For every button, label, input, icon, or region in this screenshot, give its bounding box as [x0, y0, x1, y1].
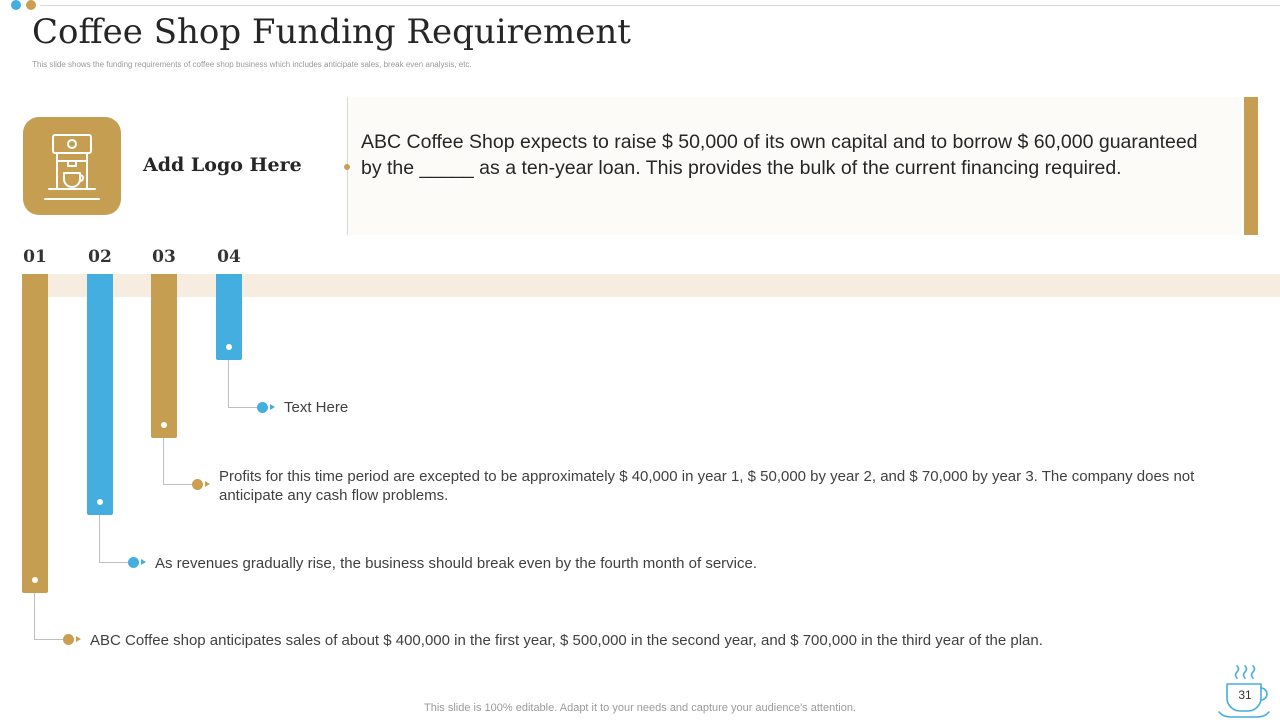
- connector-line-03: [163, 438, 164, 485]
- connector-line-02: [99, 515, 100, 563]
- accent-bar: [1244, 97, 1258, 235]
- step-text-01: ABC Coffee shop anticipates sales of about $ 400,000 in the first year, $ 500,000 in the second year, and $ 700,000 in the third year of the plan.: [90, 632, 1043, 649]
- step-number-03: 03: [152, 247, 176, 267]
- connector-line-01-h: [34, 639, 64, 640]
- connector-line-02-h: [99, 562, 129, 563]
- step-bar-03: [151, 274, 177, 438]
- top-divider-line: [40, 5, 1280, 6]
- step-bar-04: [216, 274, 242, 360]
- step-number-04: 04: [217, 247, 241, 267]
- decor-dot-blue: [11, 0, 21, 10]
- step-bar-02: [87, 274, 113, 515]
- logo-label: Add Logo Here: [143, 154, 302, 176]
- slide-subtitle: This slide shows the funding requirements of coffee shop business which includes anticipate sales, break even analysis, etc.: [32, 60, 472, 69]
- connector-arrow-02: [141, 559, 146, 565]
- step-bar-dot: [226, 344, 232, 350]
- page-number: 31: [1238, 688, 1252, 702]
- step-text-04: Text Here: [284, 399, 349, 416]
- connector-dot-03: [192, 479, 203, 490]
- connector-line-04: [228, 360, 229, 408]
- connector-dot-02: [128, 557, 139, 568]
- connector-arrow-03: [205, 481, 210, 487]
- connector-arrow-04: [270, 404, 275, 410]
- step-number-01: 01: [23, 247, 47, 267]
- slide-title: Coffee Shop Funding Requirement: [32, 12, 631, 52]
- step-number-02: 02: [88, 247, 112, 267]
- connector-line-01: [34, 593, 35, 640]
- connector-dot-01: [63, 634, 74, 645]
- decor-dot-gold: [26, 0, 36, 10]
- footer-note: This slide is 100% editable. Adapt it to your needs and capture your audience's attention.: [424, 702, 856, 714]
- step-bar-01: [22, 274, 48, 593]
- connector-arrow-01: [76, 636, 81, 642]
- step-bar-dot: [97, 499, 103, 505]
- step-bar-dot: [161, 422, 167, 428]
- connector-dot-04: [257, 402, 268, 413]
- connector-line-03-h: [163, 484, 193, 485]
- logo-placeholder[interactable]: [23, 117, 121, 215]
- intro-text: ABC Coffee Shop expects to raise $ 50,000 of its own capital and to borrow $ 60,000 guaranteed by the _____ as a ten-year loan. This provides the bulk of the current financing required.: [361, 131, 1198, 179]
- intro-marker-dot: [344, 164, 350, 170]
- step-bar-dot: [32, 577, 38, 583]
- step-text-02: As revenues gradually rise, the business should break even by the fourth month of service.: [155, 555, 757, 572]
- timeline-band: [22, 274, 1280, 297]
- connector-line-04-h: [228, 407, 258, 408]
- step-text-03: Profits for this time period are excepted to be approximately $ 40,000 in year 1, $ 50,000 by year 2, and $ 70,000 by year 3. The company does not anticipate any cash flow problems.: [219, 468, 1195, 504]
- coffee-machine-icon: [23, 117, 121, 215]
